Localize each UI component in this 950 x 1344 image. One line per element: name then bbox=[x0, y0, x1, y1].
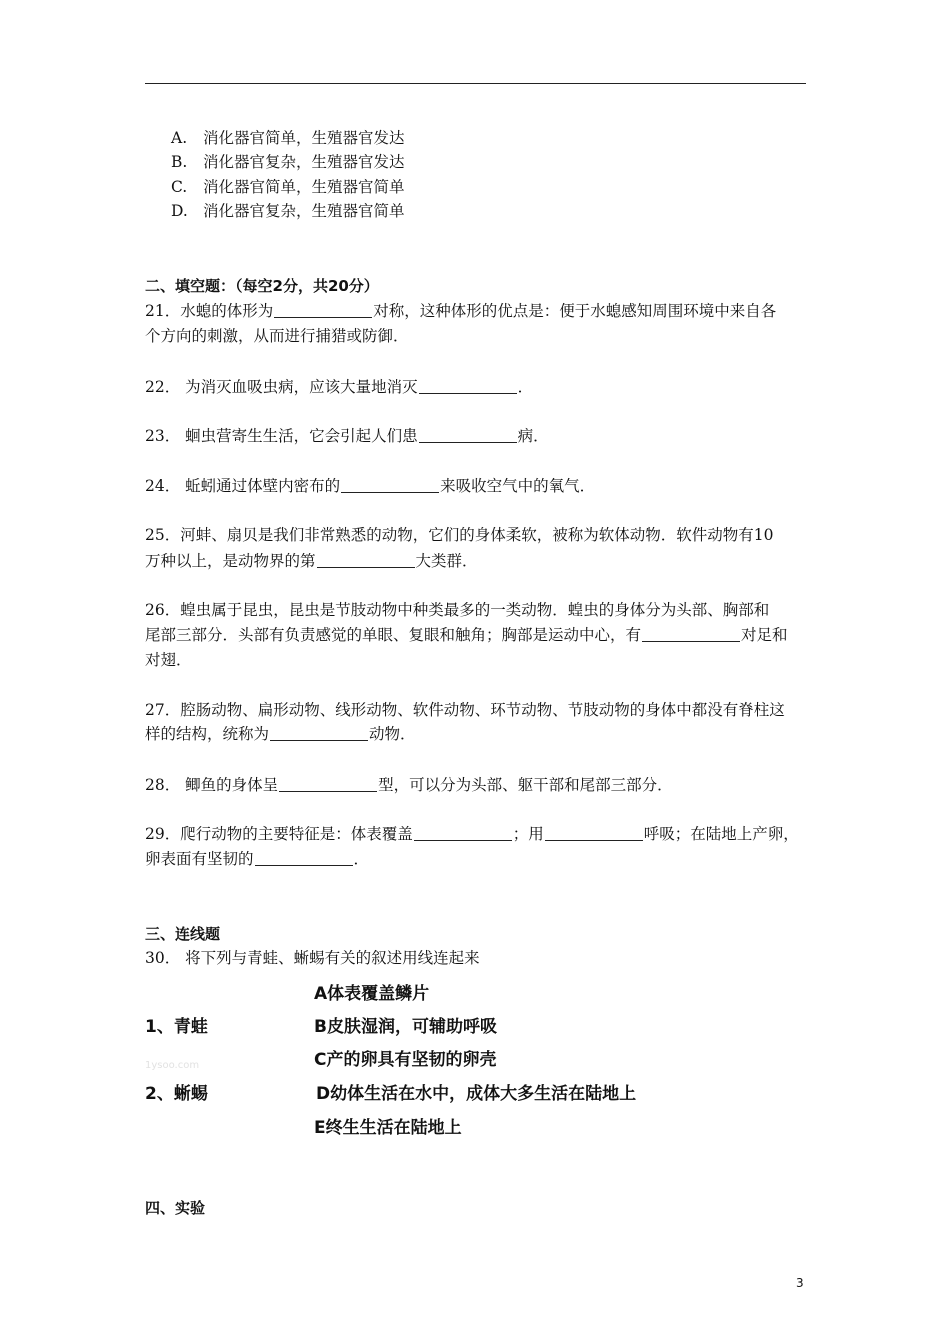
match-option-e[interactable]: E终生生活在陆地上 bbox=[314, 1118, 462, 1138]
question-25: 25．河蚌、扇贝是我们非常熟悉的动物，它们的身体柔软，被称为软体动物．软件动物有10 bbox=[145, 526, 774, 544]
answer-blank[interactable] bbox=[419, 393, 517, 394]
section-experiment-title: 四、实验 bbox=[145, 1199, 206, 1217]
question-26-end: 对翅． bbox=[145, 651, 192, 669]
header-rule bbox=[145, 83, 806, 84]
question-28: 28． 鲫鱼的身体呈 型，可以分为头部、躯干部和尾部三部分． bbox=[145, 776, 673, 794]
question-30: 30． 将下列与青蛙、蜥蜴有关的叙述用线连起来 bbox=[145, 949, 480, 967]
question-25-cont: 万种以上，是动物界的第 大类群． bbox=[145, 552, 478, 570]
watermark: 1ysoo.com bbox=[145, 1060, 200, 1071]
match-item-frog[interactable]: 1、青蛙 bbox=[145, 1017, 208, 1037]
option-b: B. 消化器官复杂，生殖器官发达 bbox=[171, 153, 405, 171]
question-21: 21．水螅的体形为 对称，这种体形的优点是：便于水螅感知周围环境中来自各 bbox=[145, 302, 777, 320]
question-26: 26．蝗虫属于昆虫，昆虫是节肢动物中种类最多的一类动物．蝗虫的身体分为头部、胸部和 bbox=[145, 601, 770, 619]
question-26-cont: 尾部三部分．头部有负责感觉的单眼、复眼和触角；胸部是运动中心，有 对足和 bbox=[145, 626, 788, 644]
answer-blank[interactable] bbox=[279, 791, 377, 792]
match-item-lizard[interactable]: 2、蜥蜴 bbox=[145, 1084, 208, 1104]
question-22: 22． 为消灭血吸虫病，应该大量地消灭 ． bbox=[145, 378, 534, 396]
question-29-cont: 卵表面有坚韧的 ． bbox=[145, 850, 370, 868]
answer-blank[interactable] bbox=[255, 865, 353, 866]
option-a: A. 消化器官简单，生殖器官发达 bbox=[171, 129, 405, 147]
question-23: 23． 蛔虫营寄生生活，它会引起人们患 病． bbox=[145, 427, 549, 445]
question-29: 29．爬行动物的主要特征是：体表覆盖 ；用 呼吸；在陆地上产卵， bbox=[145, 825, 799, 843]
answer-blank[interactable] bbox=[270, 740, 368, 741]
section-fill-blank-title: 二、填空题：（每空2分，共20分） bbox=[145, 277, 379, 295]
answer-blank[interactable] bbox=[419, 442, 517, 443]
option-c: C. 消化器官简单，生殖器官简单 bbox=[171, 178, 405, 196]
match-option-a[interactable]: A体表覆盖鳞片 bbox=[314, 984, 430, 1004]
answer-blank[interactable] bbox=[642, 641, 740, 642]
section-matching-title: 三、连线题 bbox=[145, 925, 221, 943]
question-27: 27．腔肠动物、扁形动物、线形动物、软件动物、环节动物、节肢动物的身体中都没有脊柱这 bbox=[145, 701, 785, 719]
question-27-cont: 样的结构，统称为 动物． bbox=[145, 725, 416, 743]
question-21-cont: 个方向的刺激，从而进行捕猎或防御． bbox=[145, 327, 409, 345]
answer-blank[interactable] bbox=[414, 840, 512, 841]
match-option-d[interactable]: D幼体生活在水中，成体大多生活在陆地上 bbox=[316, 1084, 637, 1104]
match-option-c[interactable]: C产的卵具有坚韧的卵壳 bbox=[314, 1050, 497, 1070]
answer-blank[interactable] bbox=[274, 317, 372, 318]
answer-blank[interactable] bbox=[317, 567, 415, 568]
answer-blank[interactable] bbox=[341, 492, 439, 493]
answer-blank[interactable] bbox=[545, 840, 643, 841]
option-d: D. 消化器官复杂，生殖器官简单 bbox=[171, 202, 405, 220]
match-option-b[interactable]: B皮肤湿润，可辅助呼吸 bbox=[314, 1017, 497, 1037]
page-number: 3 bbox=[796, 1276, 804, 1290]
question-24: 24． 蚯蚓通过体壁内密布的 来吸收空气中的氧气． bbox=[145, 477, 596, 495]
